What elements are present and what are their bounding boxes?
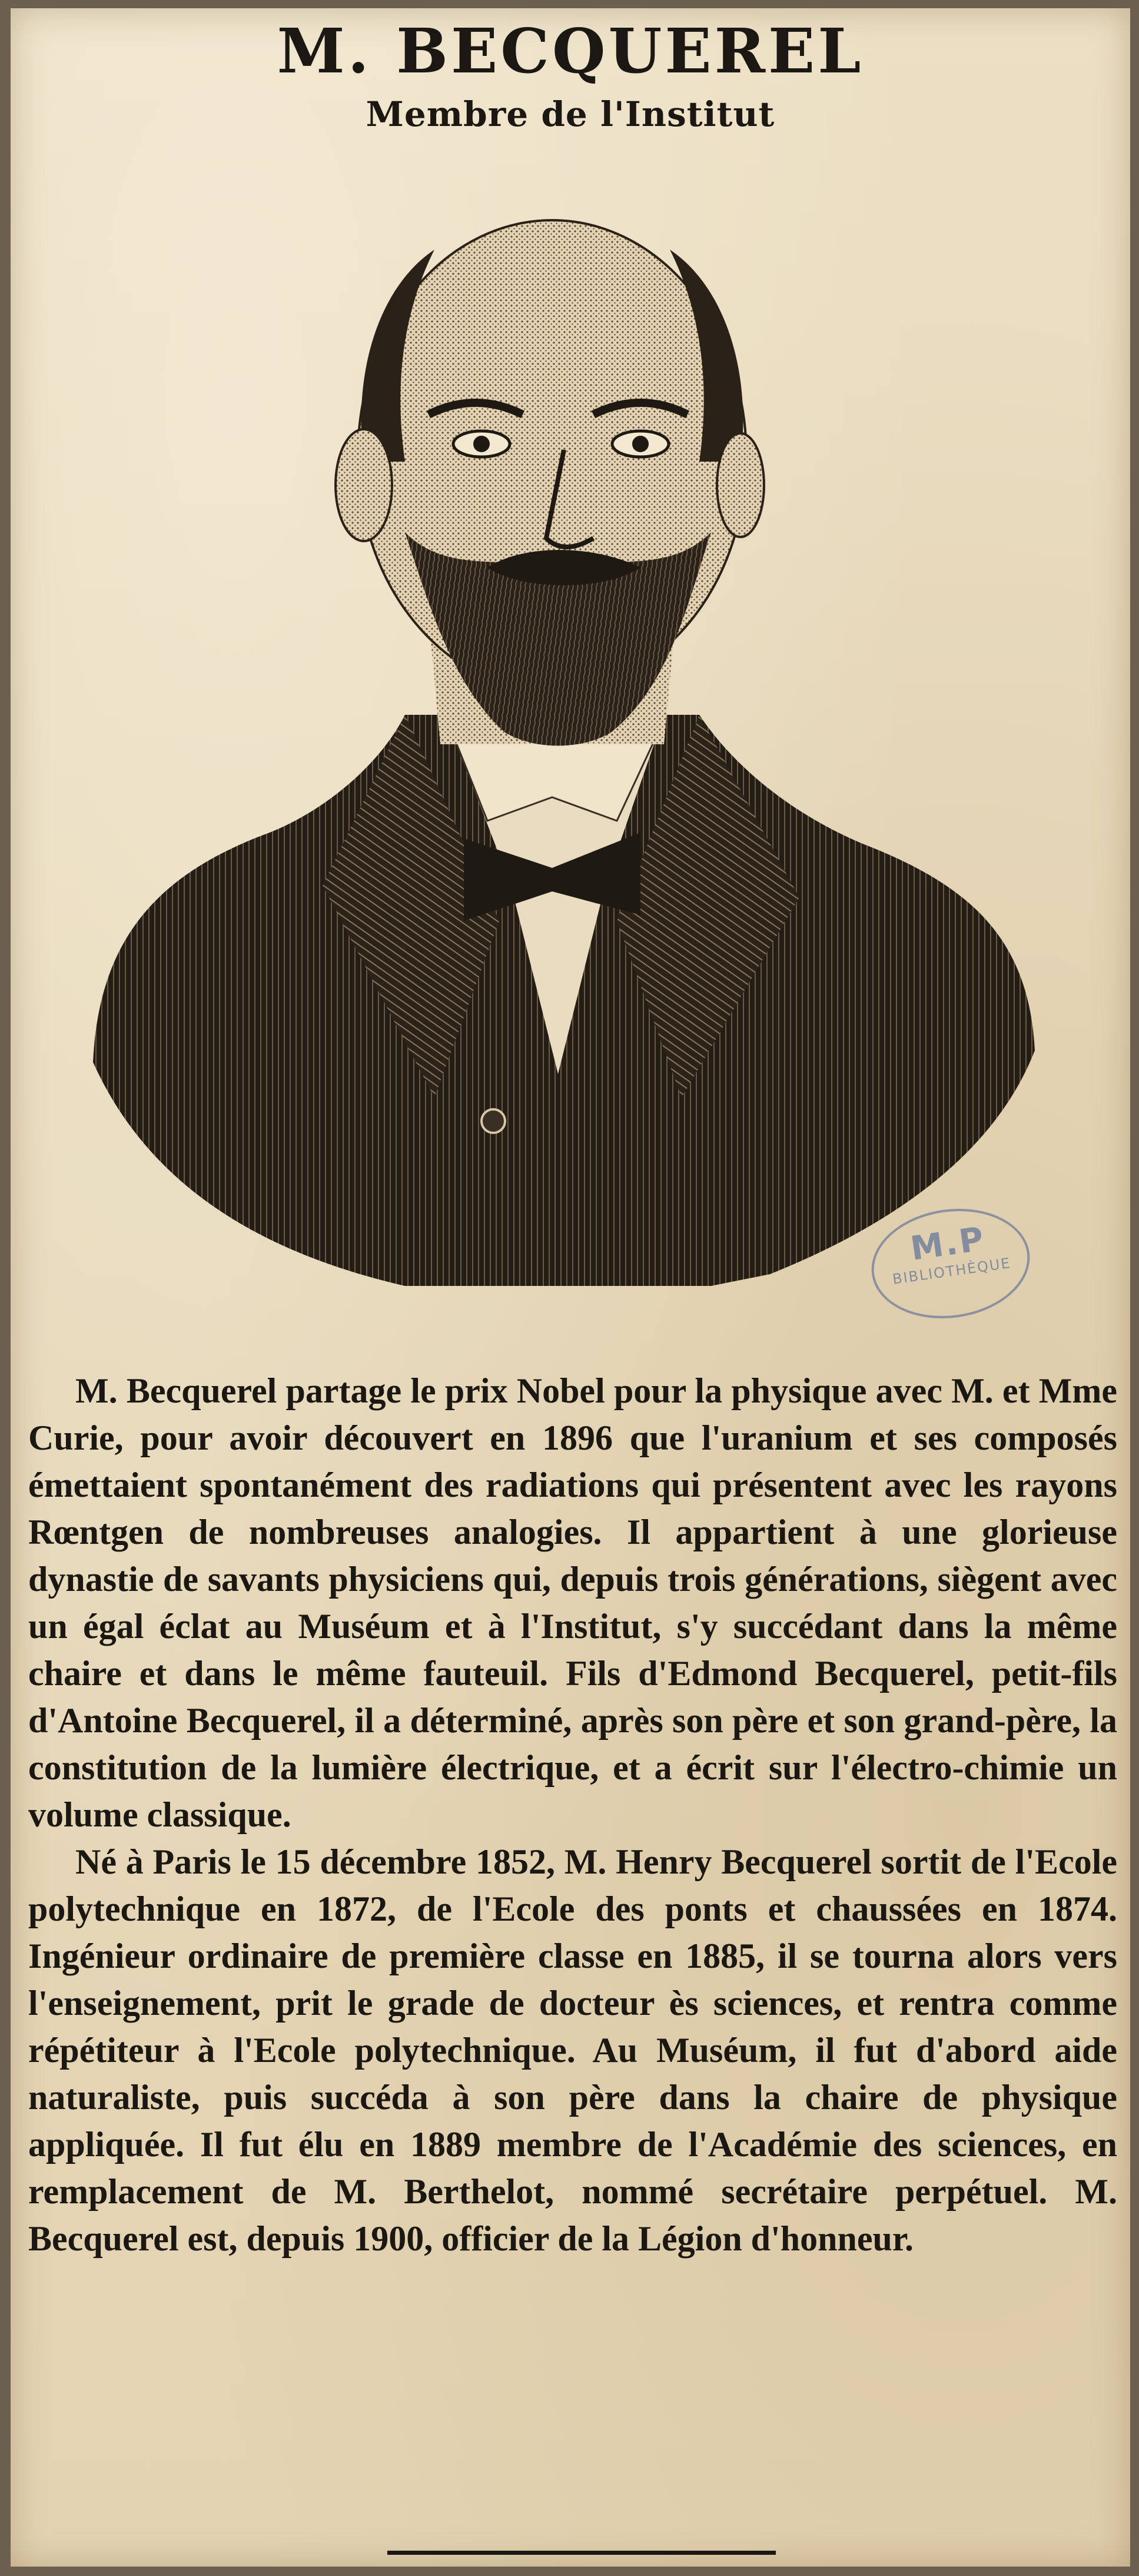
- stamp-initials: M.P: [908, 1219, 988, 1268]
- closing-rule: [387, 2551, 776, 2555]
- subtitle: Membre de l'Institut: [366, 94, 775, 134]
- ear-left: [336, 429, 392, 541]
- stamp-label: BIBLIOTHÈQUE: [891, 1254, 1012, 1288]
- engraved-portrait: [75, 155, 1052, 1357]
- article-paragraph: Né à Paris le 15 décembre 1852, M. Henry Becquerel sortit de l'Ecole polytechnique en 1872, de l'Ecole des ponts et chaussées en 1874. Ingénieur ordinaire de première classe en 1885, il se tourna alors vers l'enseignement, prit le grade de docteur ès sciences, et rentra comme répétiteur à l'Ecole polytechnique. Au Muséum, il fut d'abord aide naturaliste, puis succéda à son père dans la chaire de physique appliquée. Il fut élu en 1889 membre de l'Académie des sciences, en remplacement de M. Berthelot, nommé secrétaire perpétuel. M. Becquerel est, depuis 1900, officier de la Légion d'honneur.: [28, 1842, 1117, 2258]
- headline: M. BECQUEREL: [277, 15, 864, 87]
- article-paragraph: M. Becquerel partage le prix Nobel pour la physique avec M. et Mme Curie, pour avoir découvert en 1896 que l'uranium et ses composés émettaient spontanément des radiations qui présentent avec les rayons Rœntgen de nombreuses analogies. Il appartient à une glorieuse dynastie de savants physiciens qui, depuis trois générations, siègent avec un égal éclat au Muséum et à l'Institut, s'y succédant dans la même chaire et dans le même fauteuil. Fils d'Edmond Becquerel, petit-fils d'Antoine Becquerel, il a déterminé, après son père et son grand-père, la constitution de la lumière électrique, et a écrit sur l'électro-chimie un volume classique.: [28, 1371, 1117, 1834]
- rosette: [481, 1109, 505, 1133]
- newspaper-clipping: [11, 8, 1130, 2567]
- ear-right: [717, 433, 764, 537]
- article-body: [28, 1367, 1117, 2262]
